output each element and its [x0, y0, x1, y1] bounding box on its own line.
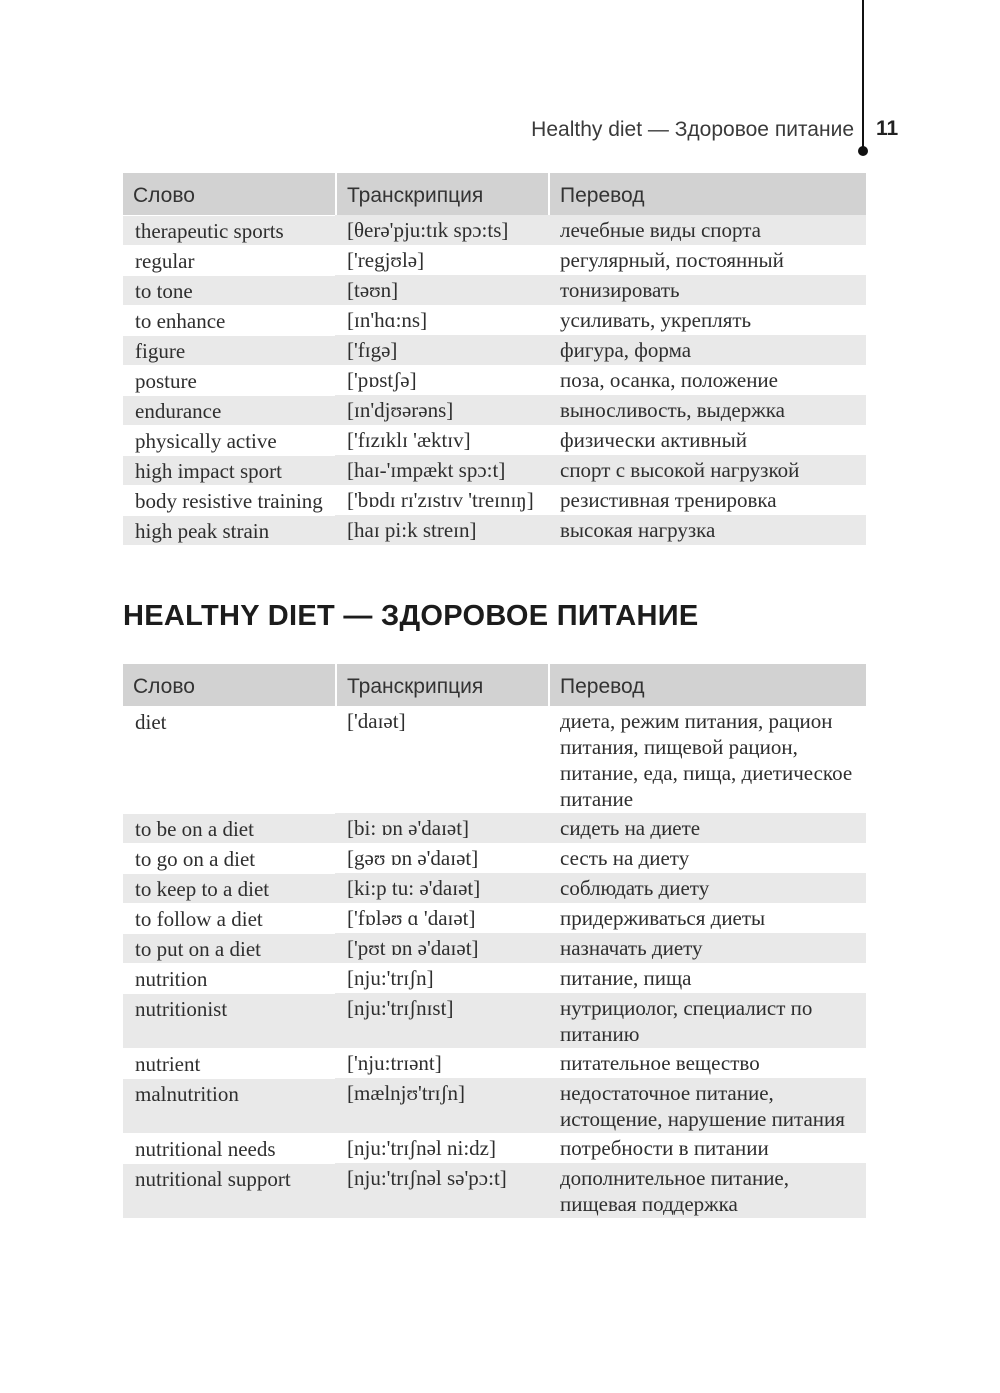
word-cell: to keep to a diet	[123, 873, 335, 903]
transcription-cell: [ɪn'hɑ:ns]	[335, 305, 548, 335]
translation-cell: спорт с высокой нагрузкой	[548, 455, 866, 485]
transcription-cell: ['nju:trɪənt]	[335, 1048, 548, 1078]
translation-cell: диета, режим питания, рацион питания, пищевой рацион, питание, еда, пища, диетическое питание	[548, 706, 866, 813]
transcription-cell: [ki:p tu: ə'daɪət]	[335, 873, 548, 903]
transcription-cell: ['fɪgə]	[335, 335, 548, 365]
transcription-cell: [gəʊ ɒn ə'daɪət]	[335, 843, 548, 873]
translation-cell: регулярный, постоянный	[548, 245, 866, 275]
word-cell: high impact sport	[123, 455, 335, 485]
table-row	[123, 1078, 866, 1133]
translation-cell: питание, пища	[548, 963, 866, 993]
table-row	[123, 305, 866, 335]
word-cell: to follow a diet	[123, 903, 335, 933]
column-header-translation: Перевод	[548, 664, 866, 706]
word-cell: regular	[123, 245, 335, 275]
table-row	[123, 335, 866, 365]
word-cell: to enhance	[123, 305, 335, 335]
word-cell: nutritionist	[123, 993, 335, 1048]
transcription-cell: [nju:'trɪʃn]	[335, 963, 548, 993]
table-row	[123, 245, 866, 275]
translation-cell: сесть на диету	[548, 843, 866, 873]
word-cell: nutrient	[123, 1048, 335, 1078]
table-row	[123, 395, 866, 425]
translation-cell: тонизировать	[548, 275, 866, 305]
table-row	[123, 1133, 866, 1163]
transcription-cell: [nju:'trɪʃnəl sə'pɔ:t]	[335, 1163, 548, 1218]
translation-cell: соблюдать диету	[548, 873, 866, 903]
transcription-cell: [mælnjʊ'trɪʃn]	[335, 1078, 548, 1133]
table-row	[123, 1163, 866, 1218]
transcription-cell: ['fɪzɪklɪ 'æktɪv]	[335, 425, 548, 455]
word-cell: nutritional support	[123, 1163, 335, 1218]
translation-cell: усиливать, укреплять	[548, 305, 866, 335]
transcription-cell: [haɪ-'ɪmpækt spɔ:t]	[335, 455, 548, 485]
section-heading: HEALTHY DIET — ЗДОРОВОЕ ПИТАНИЕ	[123, 600, 699, 632]
word-cell: diet	[123, 706, 335, 813]
transcription-cell: [bi: ɒn ə'daɪət]	[335, 813, 548, 843]
table-row	[123, 706, 866, 813]
table-row	[123, 873, 866, 903]
vocabulary-table-sports	[123, 173, 866, 545]
transcription-cell: [təʊn]	[335, 275, 548, 305]
transcription-cell: [haɪ pi:k streɪn]	[335, 515, 548, 545]
table-header-row	[123, 173, 866, 215]
vocabulary-table-diet	[123, 664, 866, 1218]
word-cell: posture	[123, 365, 335, 395]
word-cell: physically active	[123, 425, 335, 455]
transcription-cell: [nju:'trɪʃnɪst]	[335, 993, 548, 1048]
table-row	[123, 903, 866, 933]
translation-cell: сидеть на диете	[548, 813, 866, 843]
translation-cell: резистивная тренировка	[548, 485, 866, 515]
table-row	[123, 275, 866, 305]
transcription-cell: [nju:'trɪʃnəl ni:dz]	[335, 1133, 548, 1163]
translation-cell: физически активный	[548, 425, 866, 455]
table-row	[123, 933, 866, 963]
word-cell: high peak strain	[123, 515, 335, 545]
transcription-cell: ['bɒdɪ rɪ'zɪstɪv 'treɪnɪŋ]	[335, 485, 548, 515]
translation-cell: высокая нагрузка	[548, 515, 866, 545]
word-cell: malnutrition	[123, 1078, 335, 1133]
word-cell: to go on a diet	[123, 843, 335, 873]
column-header-transcription: Транскрипция	[335, 173, 548, 215]
running-header: Healthy diet — Здоровое питание	[531, 118, 854, 141]
translation-cell: дополнительное питание, пищевая поддержка	[548, 1163, 866, 1218]
translation-cell: потребности в питании	[548, 1133, 866, 1163]
table-row	[123, 963, 866, 993]
table-row	[123, 455, 866, 485]
translation-cell: питательное вещество	[548, 1048, 866, 1078]
word-cell: nutritional needs	[123, 1133, 335, 1163]
word-cell: to put on a diet	[123, 933, 335, 963]
table-row	[123, 485, 866, 515]
translation-cell: нутрициолог, специалист по питанию	[548, 993, 866, 1048]
margin-rule	[862, 0, 864, 152]
translation-cell: лечебные виды спорта	[548, 215, 866, 245]
column-header-translation: Перевод	[548, 173, 866, 215]
table-row	[123, 1048, 866, 1078]
translation-cell: поза, осанка, положение	[548, 365, 866, 395]
table-row	[123, 813, 866, 843]
word-cell: endurance	[123, 395, 335, 425]
table-row	[123, 843, 866, 873]
table-row	[123, 993, 866, 1048]
page-number: 11	[876, 117, 899, 140]
margin-rule-dot	[858, 146, 868, 156]
translation-cell: придерживаться диеты	[548, 903, 866, 933]
table-row	[123, 425, 866, 455]
table-row	[123, 515, 866, 545]
transcription-cell: ['pʊt ɒn ə'daɪət]	[335, 933, 548, 963]
transcription-cell: ['regjʊlə]	[335, 245, 548, 275]
word-cell: body resistive training	[123, 485, 335, 515]
column-header-word: Слово	[123, 173, 335, 215]
column-header-transcription: Транскрипция	[335, 664, 548, 706]
transcription-cell: [ɪn'djʊərəns]	[335, 395, 548, 425]
translation-cell: назначать диету	[548, 933, 866, 963]
column-header-word: Слово	[123, 664, 335, 706]
table-header-row	[123, 664, 866, 706]
table-row	[123, 365, 866, 395]
transcription-cell: ['pɒstʃə]	[335, 365, 548, 395]
translation-cell: недостаточное питание, истощение, нарушение питания	[548, 1078, 866, 1133]
table-row	[123, 215, 866, 245]
transcription-cell: ['fɒləʊ ɑ 'daɪət]	[335, 903, 548, 933]
translation-cell: фигура, форма	[548, 335, 866, 365]
transcription-cell: [θerə'pju:tɪk spɔ:ts]	[335, 215, 548, 245]
word-cell: figure	[123, 335, 335, 365]
word-cell: to be on a diet	[123, 813, 335, 843]
translation-cell: выносливость, выдержка	[548, 395, 866, 425]
word-cell: nutrition	[123, 963, 335, 993]
transcription-cell: ['daɪət]	[335, 706, 548, 813]
word-cell: to tone	[123, 275, 335, 305]
word-cell: therapeutic sports	[123, 215, 335, 245]
